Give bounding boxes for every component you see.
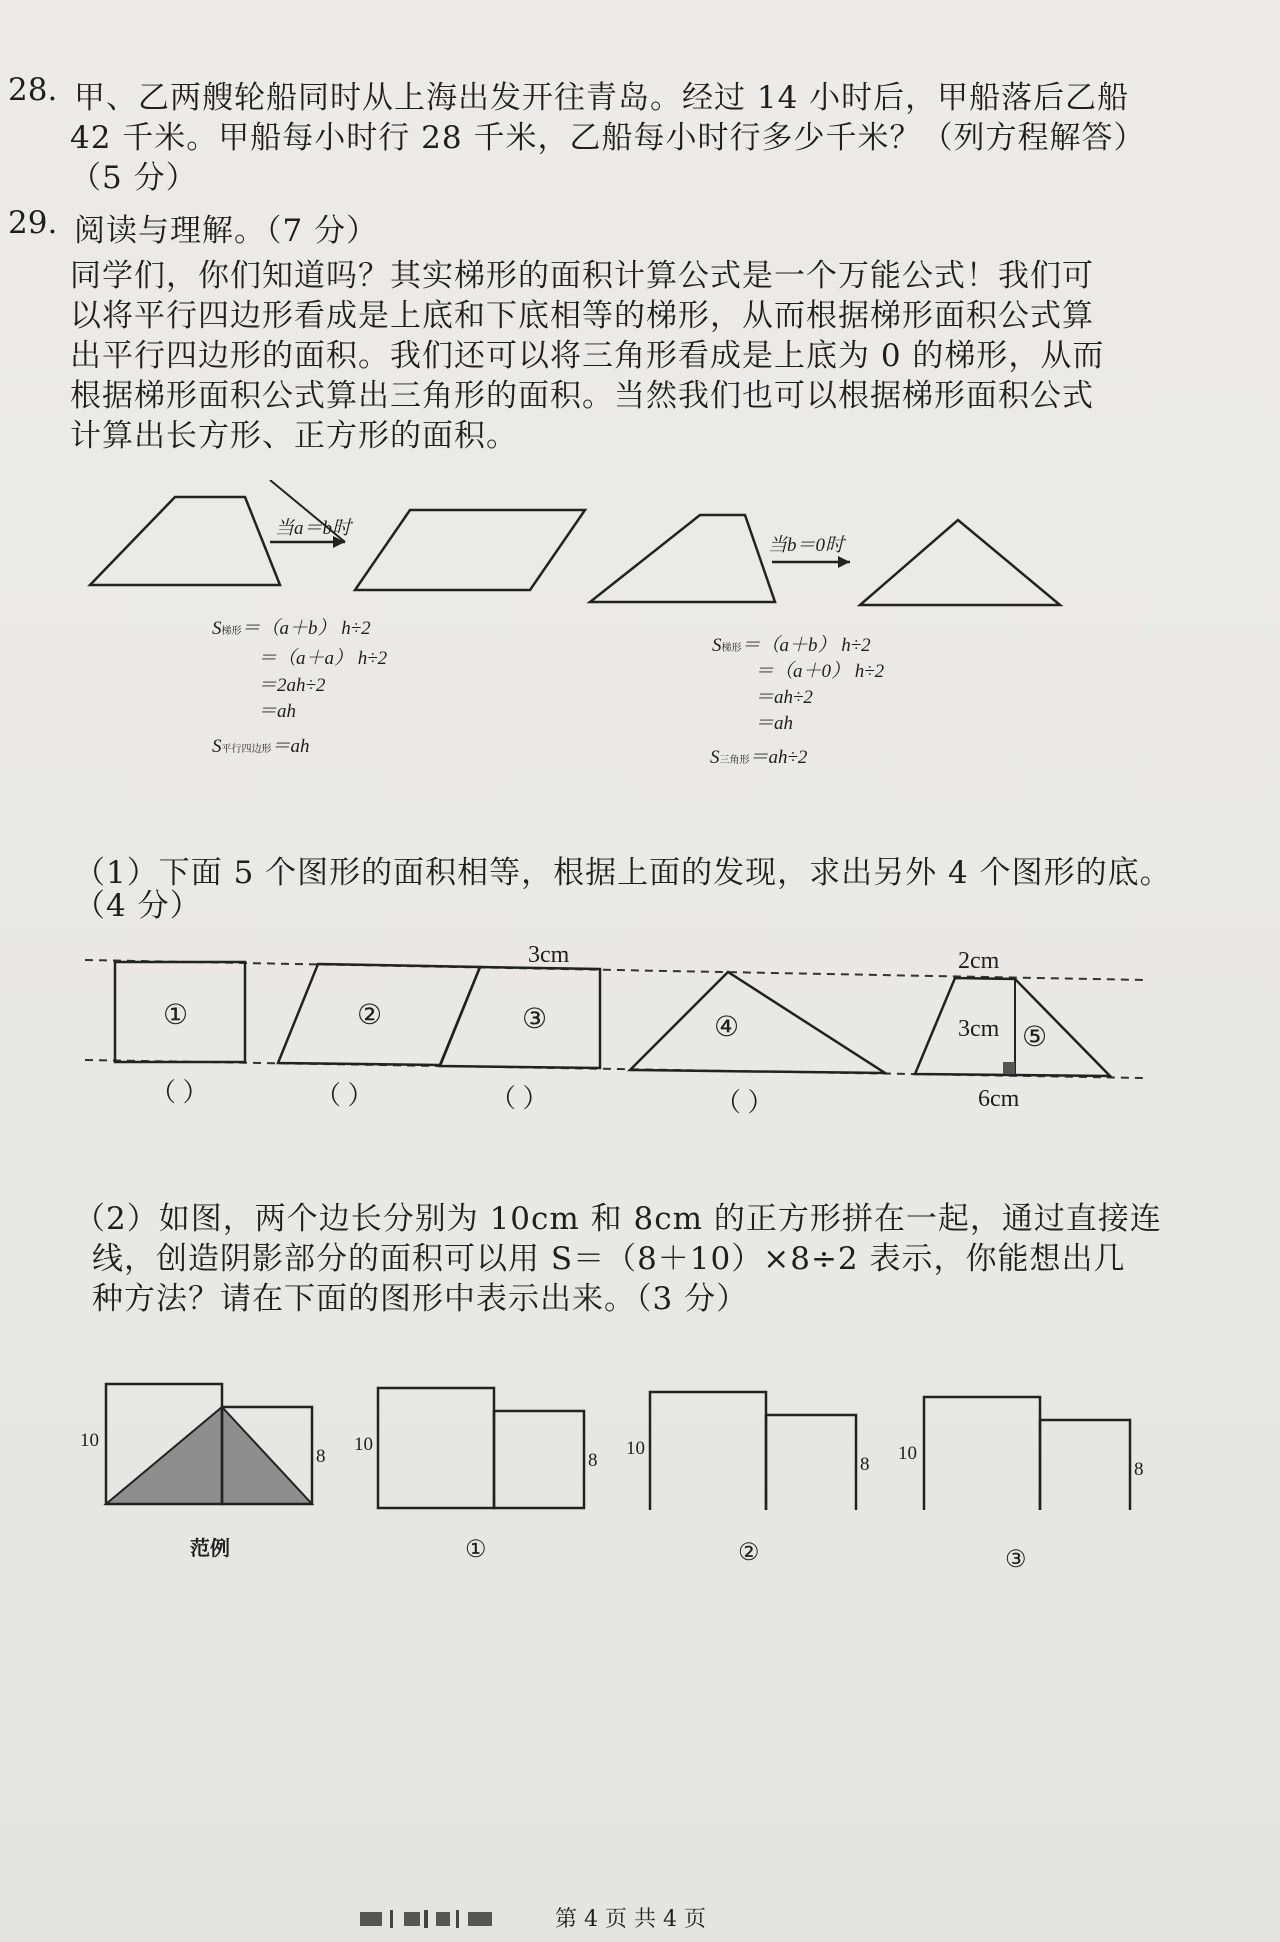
- part2-line-2: 线，创造阴影部分的面积可以用 S＝（8＋10）×8÷2 表示，你能想出几: [92, 1241, 1126, 1277]
- fig2-small-square: [766, 1415, 856, 1510]
- part1-line-1: （1）下面 5 个图形的面积相等，根据上面的发现，求出另外 4 个图形的底。: [74, 855, 1172, 891]
- q28-number: 28.: [8, 72, 58, 108]
- answer-blank-1[interactable]: （ ）: [150, 1078, 209, 1107]
- shape-transform-diagram: [0, 480, 1280, 620]
- fig3-big-square: [924, 1397, 1040, 1510]
- shape-2-label: ②: [357, 1000, 383, 1031]
- fig1-big-square: [378, 1388, 494, 1508]
- trapezoid-shape-2: [590, 515, 775, 602]
- fig1-side-8: 8: [588, 1450, 598, 1471]
- q29-para-2: 以将平行四边形看成是上底和下底相等的梯形，从而根据梯形面积公式算: [70, 298, 1094, 334]
- fig3-side-8: 8: [1134, 1459, 1144, 1480]
- shape-5-label: ⑤: [1022, 1022, 1048, 1053]
- triangle-shape: [860, 520, 1060, 605]
- q29-para-5: 计算出长方形、正方形的面积。: [70, 418, 518, 454]
- shape-4-triangle: [630, 972, 885, 1073]
- parallelogram-shape: [355, 510, 585, 590]
- fig1-small-square: [494, 1411, 584, 1508]
- caption-fig1: ①: [465, 1537, 487, 1563]
- formula-left-line-4: ＝ah: [258, 701, 297, 722]
- fig3-small-square: [1040, 1420, 1130, 1510]
- formula-left-line-1: S梯形＝（a＋b） h÷2: [212, 618, 371, 639]
- page-footer: 第 4 页 共 4 页: [555, 1907, 706, 1932]
- dim-3cm-top: 3cm: [528, 942, 570, 968]
- barcode-icon: [360, 1906, 540, 1932]
- shape-3-trapezoid: [440, 967, 600, 1068]
- shape-4-label: ④: [714, 1012, 740, 1043]
- shaded-triangle: [106, 1407, 312, 1504]
- formula-right-result: S三角形＝ah÷2: [710, 747, 808, 768]
- q29-number: 29.: [8, 205, 58, 241]
- dim-3cm-height: 3cm: [958, 1016, 1000, 1042]
- answer-blank-3[interactable]: （ ）: [490, 1084, 549, 1113]
- q28-line-2: 42 千米。甲船每小时行 28 千米，乙船每小时行多少千米？（列方程解答）: [70, 120, 1146, 156]
- arrow-caption-a-eq-b: 当a＝b时: [275, 518, 352, 539]
- q29-para-1: 同学们，你们知道吗？其实梯形的面积计算公式是一个万能公式！我们可: [70, 258, 1094, 294]
- part2-line-3: 种方法？请在下面的图形中表示出来。（3 分）: [92, 1281, 749, 1317]
- q28-line-3: （5 分）: [70, 160, 198, 196]
- formula-right-line-3: ＝ah÷2: [755, 687, 813, 708]
- fig2-big-square: [650, 1392, 766, 1510]
- fig1-side-10: 10: [354, 1434, 373, 1455]
- caption-example: 范例: [190, 1538, 230, 1560]
- formula-right-line-4: ＝ah: [755, 713, 794, 734]
- caption-fig2: ②: [738, 1540, 760, 1566]
- arrow-caption-b-eq-0: 当b＝0时: [768, 535, 845, 556]
- fig3-side-10: 10: [898, 1443, 917, 1464]
- shape-5-trapezoid: [915, 978, 1110, 1076]
- part2-line-1: （2）如图，两个边长分别为 10cm 和 8cm 的正方形拼在一起，通过直接连: [74, 1201, 1162, 1237]
- q29-para-3: 出平行四边形的面积。我们还可以将三角形看成是上底为 0 的梯形，从而: [70, 338, 1105, 374]
- formula-left-line-2: ＝（a＋a） h÷2: [258, 648, 388, 669]
- q29-para-4: 根据梯形面积公式算出三角形的面积。当然我们也可以根据梯形面积公式: [70, 378, 1094, 414]
- formula-right-line-2: ＝（a＋0） h÷2: [755, 661, 885, 682]
- caption-fig3: ③: [1005, 1547, 1027, 1573]
- q29-title: 阅读与理解。（7 分）: [74, 213, 379, 249]
- shape-1-label: ①: [163, 1000, 189, 1031]
- example-side-10: 10: [80, 1430, 99, 1451]
- dim-2cm: 2cm: [958, 948, 1000, 974]
- formula-left-result: S平行四边形＝ah: [212, 736, 310, 757]
- fig2-side-8: 8: [860, 1454, 870, 1475]
- part1-line-2: （4 分）: [74, 888, 202, 924]
- fig2-side-10: 10: [626, 1438, 645, 1459]
- answer-blank-2[interactable]: （ ）: [315, 1081, 374, 1110]
- answer-blank-4[interactable]: （ ）: [715, 1088, 774, 1117]
- trapezoid-shape: [90, 497, 280, 585]
- formula-right-line-1: S梯形＝（a＋b） h÷2: [712, 635, 871, 656]
- formula-left-line-3: ＝2ah÷2: [258, 675, 326, 696]
- q28-line-1: 甲、乙两艘轮船同时从上海出发开往青岛。经过 14 小时后，甲船落后乙船: [74, 80, 1130, 116]
- example-side-8: 8: [316, 1446, 326, 1467]
- dim-6cm: 6cm: [978, 1086, 1020, 1112]
- shape-3-label: ③: [522, 1004, 548, 1035]
